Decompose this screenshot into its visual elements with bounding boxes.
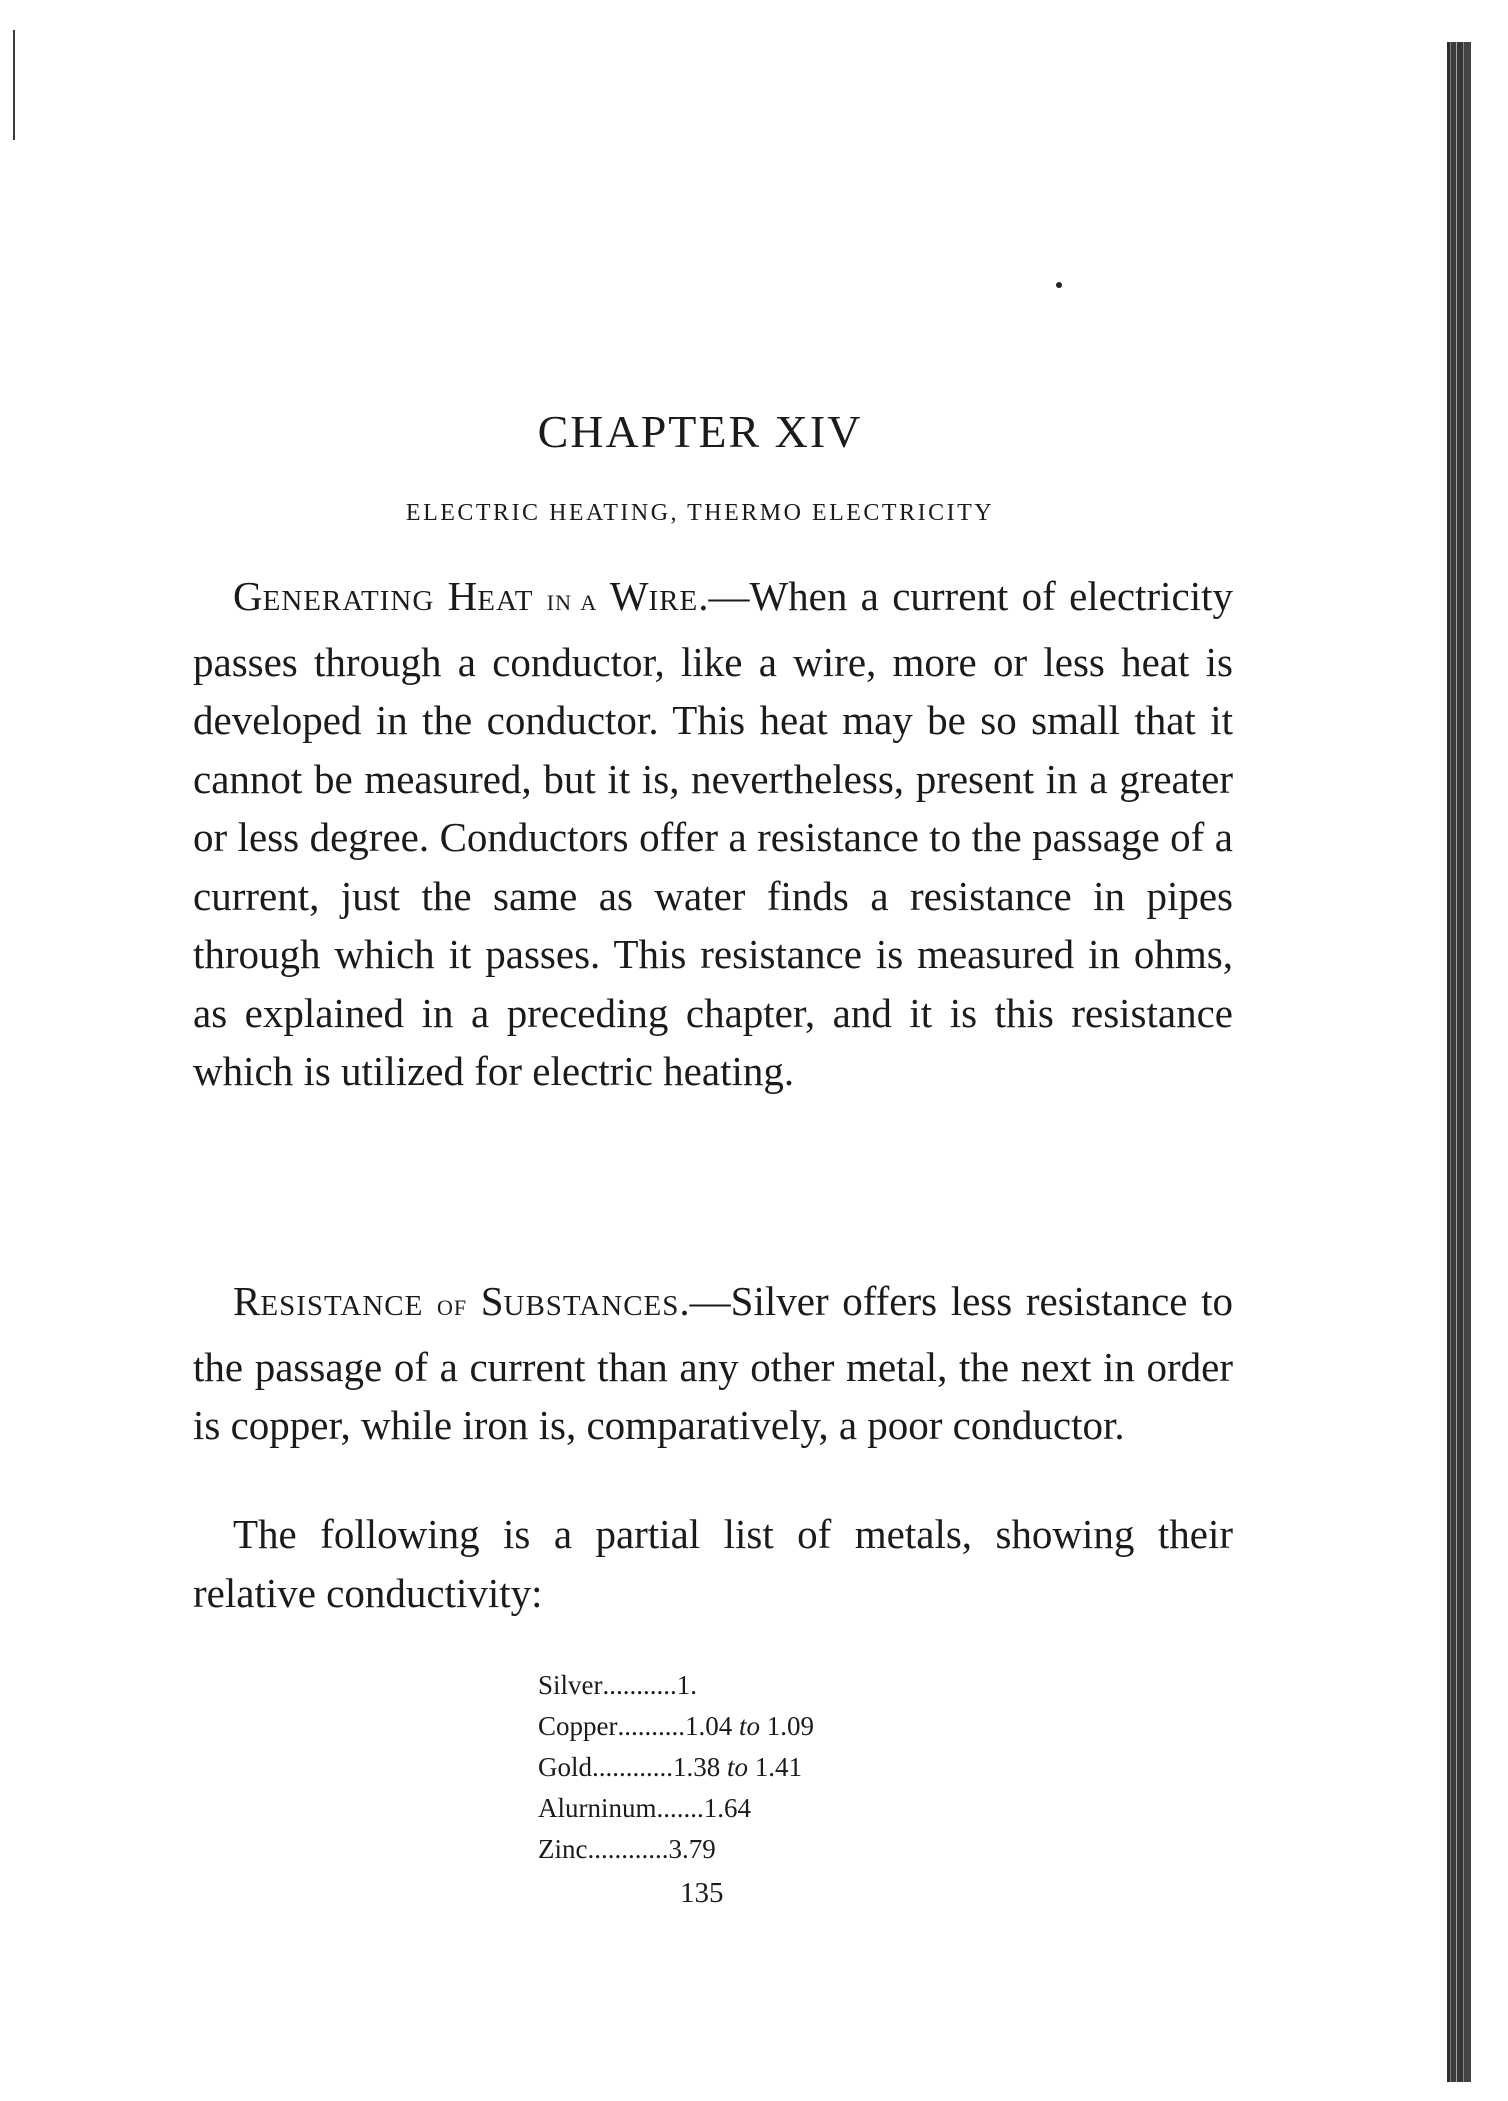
section-heading-generating-heat: GENERATING HEAT IN A WIRE. <box>233 573 709 619</box>
table-row <box>538 1665 814 1706</box>
paragraph-partial-list: The following is a partial list of metals, showing their relative conductivity: <box>193 1511 1233 1616</box>
book-binding-edge <box>1447 42 1471 2082</box>
paragraph-text: —Silver offers less resistance to the passage of a current than any other metal, the next in order is copper, while iron is, comparatively, a poor conductor. <box>193 1278 1233 1448</box>
conductivity-value: 3.79 <box>668 1834 716 1864</box>
conductivity-value: 1.38 <box>673 1752 721 1782</box>
conductivity-value-max: 1.09 <box>766 1711 814 1741</box>
table-row <box>538 1829 814 1870</box>
dot-leader: ............ <box>587 1834 669 1864</box>
chapter-subtitle: ELECTRIC HEATING, THERMO ELECTRICITY <box>405 500 995 526</box>
conductivity-value: 1.64 <box>703 1793 751 1823</box>
table-row <box>538 1747 814 1788</box>
metal-name: Silver <box>538 1670 603 1700</box>
range-separator: to <box>720 1752 755 1782</box>
paragraph-text: —When a current of electricity passes through a conductor, like a wire, more or less heat is developed in the conductor. This heat may be so small that it cannot be measured, but it is, nevertheless, present in a greater or less degree. Conductors offer a resistance to the passage of a current, just the same as water finds a resistance in pipes through which it passes. This resistance is measured in ohms, as explained in a preceding chapter, and it is this resistance which is utilized for electric heating. <box>193 573 1233 1094</box>
conductivity-value: 1.04 <box>684 1711 733 1741</box>
dot-leader: ....... <box>656 1793 704 1823</box>
page-number: 135 <box>680 1877 724 1909</box>
metal-name: Alurninum <box>538 1793 657 1823</box>
conductivity-value-max: 1.41 <box>754 1752 803 1782</box>
dot-leader: .......... <box>617 1711 685 1741</box>
metal-name: Zinc <box>538 1834 588 1864</box>
range-separator: to <box>732 1711 767 1741</box>
table-row <box>538 1788 814 1829</box>
paragraph-generating-heat <box>193 567 1233 1101</box>
dot-leader: ............ <box>592 1752 673 1782</box>
paragraph-resistance-of-substances <box>193 1272 1233 1455</box>
scan-dot <box>1056 282 1062 288</box>
conductivity-value: 1. <box>676 1670 697 1700</box>
metal-name: Gold <box>538 1752 592 1782</box>
chapter-title: CHAPTER XIV <box>537 406 863 457</box>
metal-name: Copper <box>538 1711 618 1741</box>
dot-leader: ........... <box>602 1670 677 1700</box>
table-row <box>538 1706 814 1747</box>
section-heading-resistance: RESISTANCE OF SUBSTANCES. <box>233 1278 690 1324</box>
scan-edge-mark <box>13 30 15 140</box>
conductivity-table <box>538 1665 814 1870</box>
